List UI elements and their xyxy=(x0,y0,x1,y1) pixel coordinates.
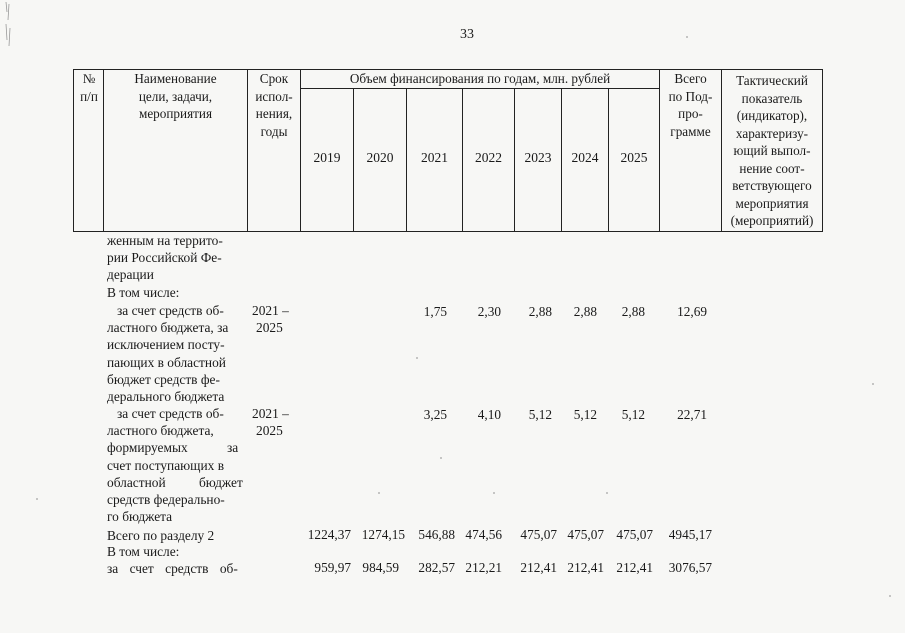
row1-value-2021: 1,75 xyxy=(423,304,447,319)
row2-value-2021: 3,25 xyxy=(423,407,447,422)
header-col-funding: Объем финансирования по годам, млн. рублей xyxy=(349,71,611,86)
row4-value-2025: 212,41 xyxy=(616,560,653,575)
block-intro: женным на террито- рии Российской Фе- дерации В том числе: xyxy=(107,233,223,300)
row2-total: 22,71 xyxy=(677,407,707,422)
header-col-total: Всего по Под- про- грамме xyxy=(668,71,713,139)
header-col-term: Срок испол- нения, годы xyxy=(255,71,293,139)
row4-value-2022: 212,21 xyxy=(465,560,502,575)
header-col-indicator: Тактический показатель (индикатор), характеризу- ющий выпол- нение соот- ветствующего мероприятия (мероприятий) xyxy=(730,73,814,228)
scan-speck xyxy=(440,457,442,459)
row1-name: за счет средств об- ластного бюджета, за исключением посту- пающих в областной бюджет средств фе- дерального бюджета xyxy=(107,303,229,405)
header-year: 2025 xyxy=(620,150,648,165)
header-col-name: Наименование цели, задачи, мероприятия xyxy=(134,71,217,121)
row3-value-2022: 474,56 xyxy=(465,527,502,542)
scan-speck xyxy=(378,492,380,494)
row1-value-2025: 2,88 xyxy=(621,304,645,319)
row2-value-2025: 5,12 xyxy=(621,407,645,422)
row4-total: 3076,57 xyxy=(668,560,712,575)
row3-value-2021: 546,88 xyxy=(418,527,455,542)
page-number: 33 xyxy=(460,27,474,42)
row4-value-2020: 984,59 xyxy=(362,560,399,575)
row3-value-2025: 475,07 xyxy=(616,527,653,542)
scan-speck xyxy=(872,383,874,385)
row1-total: 12,69 xyxy=(677,304,707,319)
row4-value-2024: 212,41 xyxy=(567,560,604,575)
table-header xyxy=(73,69,823,232)
row4-value-2023: 212,41 xyxy=(520,560,557,575)
scan-speck xyxy=(36,498,38,500)
row4-value-2019: 959,97 xyxy=(314,560,351,575)
row1-value-2023: 2,88 xyxy=(528,304,552,319)
scan-speck xyxy=(889,595,891,597)
row3-total: 4945,17 xyxy=(668,527,712,542)
row1-value-2022: 2,30 xyxy=(477,304,501,319)
header-year: 2019 xyxy=(313,150,341,165)
row3-value-2020: 1274,15 xyxy=(361,527,405,542)
row3-value-2023: 475,07 xyxy=(520,527,557,542)
header-col-number: № п/п xyxy=(80,71,98,104)
scan-speck xyxy=(686,36,688,38)
row1-term: 2021 – 2025 xyxy=(252,303,289,336)
header-year: 2024 xyxy=(571,150,599,165)
row3-value-2024: 475,07 xyxy=(567,527,604,542)
row3-name: Всего по разделу 2 xyxy=(107,528,215,543)
scan-speck xyxy=(606,492,608,494)
row3-subheading: В том числе: xyxy=(107,544,180,559)
header-year: 2020 xyxy=(366,150,394,165)
row2-value-2022: 4,10 xyxy=(477,407,501,422)
scan-speck xyxy=(493,492,495,494)
row2-value-2024: 5,12 xyxy=(573,407,597,422)
header-year: 2023 xyxy=(524,150,552,165)
row4-value-2021: 282,57 xyxy=(418,560,455,575)
scan-speck xyxy=(416,357,418,359)
row2-name: за счет средств об- ластного бюджета, формируемых за счет поступающих в областной бюджет средств федерально- го бюджета xyxy=(107,406,243,525)
row3-value-2019: 1224,37 xyxy=(307,527,351,542)
row4-name: за счет средств об- xyxy=(107,561,238,576)
header-year: 2021 xyxy=(421,150,448,165)
row2-value-2023: 5,12 xyxy=(528,407,552,422)
row2-term: 2021 – 2025 xyxy=(252,406,289,439)
header-year: 2022 xyxy=(475,150,502,165)
scan-edge-mark xyxy=(4,0,14,50)
row1-value-2024: 2,88 xyxy=(573,304,597,319)
